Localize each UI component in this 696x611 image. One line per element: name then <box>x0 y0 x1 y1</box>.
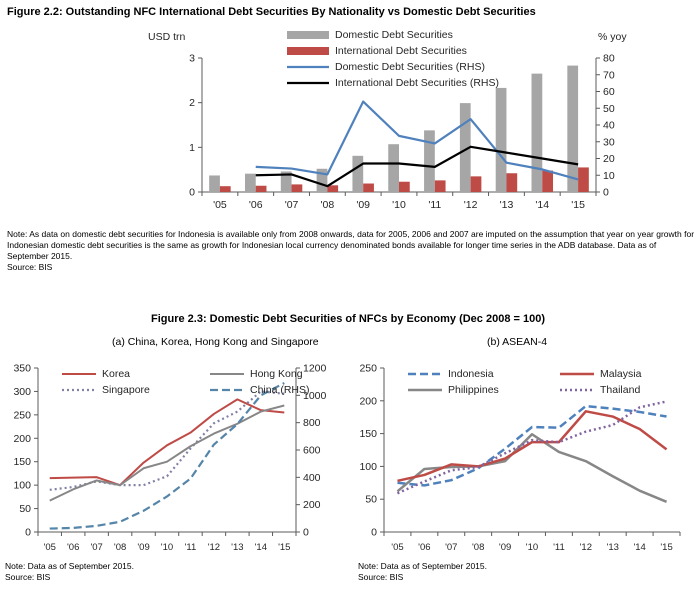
svg-text:'13: '13 <box>499 199 514 211</box>
svg-text:20: 20 <box>603 153 615 165</box>
legend-label: China (RHS) <box>250 383 310 396</box>
svg-text:'07: '07 <box>90 542 103 553</box>
svg-text:0: 0 <box>25 526 31 539</box>
fig23b-subtitle: (b) ASEAN-4 <box>487 336 548 348</box>
fig23b-note <box>358 561 688 583</box>
line-swatch-icon <box>408 369 442 379</box>
svg-text:'05: '05 <box>213 199 227 211</box>
svg-text:'15: '15 <box>660 542 673 553</box>
svg-text:'10: '10 <box>392 199 406 211</box>
svg-text:0: 0 <box>603 186 609 199</box>
svg-text:200: 200 <box>13 432 31 445</box>
fig23a-source: Source: BIS <box>5 572 51 583</box>
svg-text:250: 250 <box>359 362 377 375</box>
fig22-note-text: Note: As data on domestic debt securities for Indonesia is available only from 2008 onwards, data for 2005, 2006 and 2007 are imputed on the assumption that year on year growth for Indonesian domestic debt securities is the same as growth for Indonesian local currency denominated bonds available for longer time series in the ADB database. Data as of September 2015. <box>7 229 695 262</box>
svg-text:'08: '08 <box>320 199 335 211</box>
svg-text:'12: '12 <box>579 542 593 553</box>
svg-text:'13: '13 <box>606 542 619 553</box>
fig22-title: Figure 2.2: Outstanding NFC International Debt Securities By Nationality vs Domestic Debt Securities <box>7 6 536 18</box>
line-swatch-icon <box>210 369 244 379</box>
svg-text:'15: '15 <box>571 199 585 211</box>
legend-label: Indonesia <box>448 367 494 380</box>
svg-text:'07: '07 <box>284 199 299 211</box>
legend-label: Philippines <box>448 383 499 396</box>
svg-text:30: 30 <box>603 136 615 149</box>
fig23b-source: Source: BIS <box>358 572 404 583</box>
svg-text:50: 50 <box>365 493 377 506</box>
svg-text:60: 60 <box>603 86 615 98</box>
svg-text:0: 0 <box>189 186 195 199</box>
svg-text:3: 3 <box>189 52 195 65</box>
svg-text:'06: '06 <box>66 542 80 553</box>
svg-text:800: 800 <box>303 417 321 430</box>
svg-text:80: 80 <box>603 52 615 65</box>
svg-text:150: 150 <box>13 456 31 469</box>
svg-text:'06: '06 <box>418 542 431 553</box>
fig22-right-axis-unit: % yoy <box>598 31 627 43</box>
bar-swatch-icon <box>287 30 329 40</box>
fig23b-legend <box>408 366 641 397</box>
fig22-note <box>7 229 695 273</box>
legend-label: Singapore <box>102 383 150 396</box>
legend-item-china-rhs <box>210 382 310 397</box>
legend-label: Korea <box>102 367 131 380</box>
legend-label: International Debt Securities (RHS) <box>335 76 499 89</box>
svg-text:40: 40 <box>603 119 615 132</box>
svg-text:'11: '11 <box>553 542 565 553</box>
fig23a-subtitle: (a) China, Korea, Hong Kong and Singapore <box>112 336 319 348</box>
svg-text:'08: '08 <box>471 542 485 553</box>
legend-item-philippines <box>408 382 560 397</box>
svg-text:'05: '05 <box>43 542 56 553</box>
svg-text:350: 350 <box>13 362 31 375</box>
legend-item-malaysia <box>560 366 641 381</box>
svg-text:'05: '05 <box>391 542 404 553</box>
svg-text:300: 300 <box>13 385 31 398</box>
legend-label: Domestic Debt Securities <box>335 28 453 41</box>
svg-text:'10: '10 <box>525 542 539 553</box>
svg-text:'12: '12 <box>207 542 221 553</box>
line-swatch-icon <box>287 78 329 88</box>
fig23b-note-text: Note: Data as of September 2015. <box>358 561 487 571</box>
fig23a-note <box>5 561 335 583</box>
svg-text:'09: '09 <box>356 199 371 211</box>
legend-item-hong-kong <box>210 366 310 381</box>
legend-label: Thailand <box>600 383 641 396</box>
svg-text:150: 150 <box>359 428 377 441</box>
legend-label: Domestic Debt Securities (RHS) <box>335 60 485 73</box>
svg-text:100: 100 <box>13 479 31 492</box>
svg-text:70: 70 <box>603 69 615 82</box>
svg-text:'08: '08 <box>113 542 127 553</box>
svg-text:'11: '11 <box>184 542 197 553</box>
line-swatch-icon <box>62 369 96 379</box>
legend-item-international-debt-securities-rhs <box>287 75 499 90</box>
svg-text:'12: '12 <box>463 199 478 211</box>
legend-item-thailand <box>560 382 641 397</box>
svg-text:'06: '06 <box>248 199 263 211</box>
legend-item-domestic-debt-securities <box>287 27 499 42</box>
legend-label: Malaysia <box>600 367 642 380</box>
fig22-source: Source: BIS <box>7 262 53 273</box>
svg-text:'14: '14 <box>535 199 550 211</box>
legend-item-korea <box>62 366 210 381</box>
line-swatch-icon <box>408 385 442 395</box>
line-swatch-icon <box>560 385 594 395</box>
svg-text:0: 0 <box>303 526 309 539</box>
legend-item-singapore <box>62 382 210 397</box>
svg-text:2: 2 <box>189 97 195 110</box>
svg-text:0: 0 <box>371 526 377 539</box>
fig22-legend <box>287 27 499 90</box>
svg-text:10: 10 <box>603 169 615 182</box>
svg-text:1000: 1000 <box>303 389 327 402</box>
svg-text:'07: '07 <box>445 542 458 553</box>
svg-text:'11: '11 <box>428 199 442 211</box>
svg-text:'15: '15 <box>278 542 291 553</box>
legend-item-international-debt-securities <box>287 43 499 58</box>
svg-text:600: 600 <box>303 444 321 457</box>
svg-text:200: 200 <box>359 395 377 408</box>
fig23a-note-text: Note: Data as of September 2015. <box>5 561 134 571</box>
legend-item-indonesia <box>408 366 560 381</box>
fig23-title: Figure 2.3: Domestic Debt Securities of NFCs by Economy (Dec 2008 = 100) <box>151 313 545 325</box>
fig22-left-axis-unit: USD trn <box>148 31 186 43</box>
svg-text:'10: '10 <box>160 542 174 553</box>
line-swatch-icon <box>287 62 329 72</box>
line-swatch-icon <box>560 369 594 379</box>
svg-text:400: 400 <box>303 471 321 484</box>
svg-text:'14: '14 <box>254 542 268 553</box>
fig23a-legend <box>62 366 310 397</box>
svg-text:1: 1 <box>189 141 195 154</box>
line-swatch-icon <box>62 385 96 395</box>
svg-text:'13: '13 <box>231 542 244 553</box>
svg-text:'14: '14 <box>633 542 646 553</box>
bar-swatch-icon <box>287 46 329 56</box>
svg-text:'09: '09 <box>498 542 512 553</box>
svg-text:1200: 1200 <box>303 362 327 375</box>
svg-text:50: 50 <box>19 503 31 516</box>
svg-text:'09: '09 <box>137 542 150 553</box>
legend-label: Hong Kong <box>250 367 303 380</box>
svg-text:50: 50 <box>603 102 615 115</box>
svg-text:250: 250 <box>13 409 31 422</box>
legend-label: International Debt Securities <box>335 44 467 57</box>
svg-text:200: 200 <box>303 499 321 512</box>
svg-text:100: 100 <box>359 460 377 473</box>
legend-item-domestic-debt-securities-rhs <box>287 59 499 74</box>
line-swatch-icon <box>210 385 244 395</box>
